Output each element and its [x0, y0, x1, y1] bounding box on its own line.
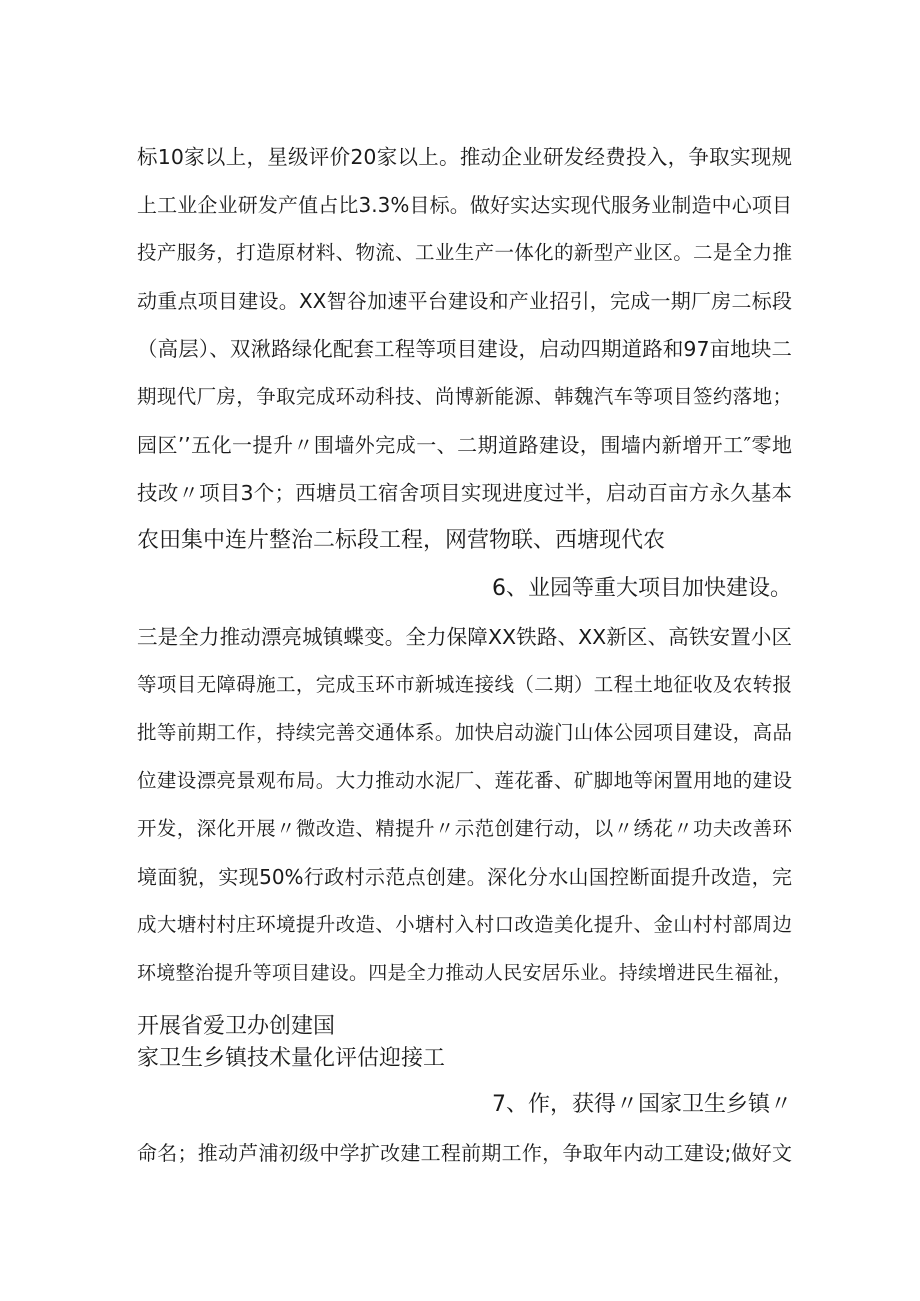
text-line: 成大塘村村庄环境提升改造、小塘村入村口改造美化提升、金山村村部周边: [137, 913, 792, 936]
text-line: 园区’’五化一提升〃围墙外完成一、二期道路建设，围墙内新增开工″零地: [137, 433, 792, 457]
text-line: 开展省爱卫办创建国: [137, 1014, 336, 1039]
text-line: 开发，深化开展〃微改造、精提升〃示范创建行动，以〃绣花〃功夫改善环: [137, 817, 792, 840]
text-line: 批等前期工作，持续完善交通体系。加快启动漩门山体公园项目建设，高品: [137, 721, 792, 744]
numbered-heading: 7、作，获得〃国家卫生乡镇〃: [492, 1092, 792, 1117]
text-line: 期现代厂房，争取完成环动科技、尚博新能源、韩魏汽车等项目签约落地；: [137, 385, 792, 408]
text-line: 投产服务，打造原材料、物流、工业生产一体化的新型产业区。二是全力推: [137, 241, 792, 264]
text-line: 位建设漂亮景观布局。大力推动水泥厂、莲花番、矿脚地等闲置用地的建设: [137, 769, 792, 792]
numbered-heading: 6、业园等重大项目加快建设。: [492, 576, 792, 601]
text-line: 上工业企业研发产值占比3.3%目标。做好实达实现代服务业制造中心项目: [137, 193, 792, 217]
text-line: 技改〃项目3个；西塘员工宿舍项目实现进度过半，启动百亩方永久基本: [137, 481, 792, 505]
text-line: 动重点项目建设。XX智谷加速平台建设和产业招引，完成一期厂房二标段: [137, 289, 792, 313]
text-line: 境面貌，实现50%行政村示范点创建。深化分水山国控断面提升改造，完: [137, 865, 792, 889]
text-line: 三是全力推动漂亮城镇蝶变。全力保障XX铁路、XX新区、高铁安置小区: [137, 625, 792, 649]
text-line: 命名；推动芦浦初级中学扩改建工程前期工作，争取年内动工建设;做好文: [137, 1141, 792, 1165]
text-line: 环境整治提升等项目建设。四是全力推动人民安居乐业。持续增进民生福祉，: [137, 962, 792, 984]
text-line: 农田集中连片整治二标段工程，网营物联、西塘现代农: [137, 528, 666, 553]
text-line: 家卫生乡镇技术量化评估迎接工: [137, 1046, 446, 1071]
text-line: 标10家以上，星级评价20家以上。推动企业研发经费投入，争取实现规: [137, 145, 792, 169]
text-line: （高层）、双湫路绿化配套工程等项目建设，启动四期道路和97亩地块二: [137, 337, 792, 361]
text-line: 等项目无障碍施工，完成玉环市新城连接线（二期）工程土地征收及农转报: [137, 673, 792, 696]
